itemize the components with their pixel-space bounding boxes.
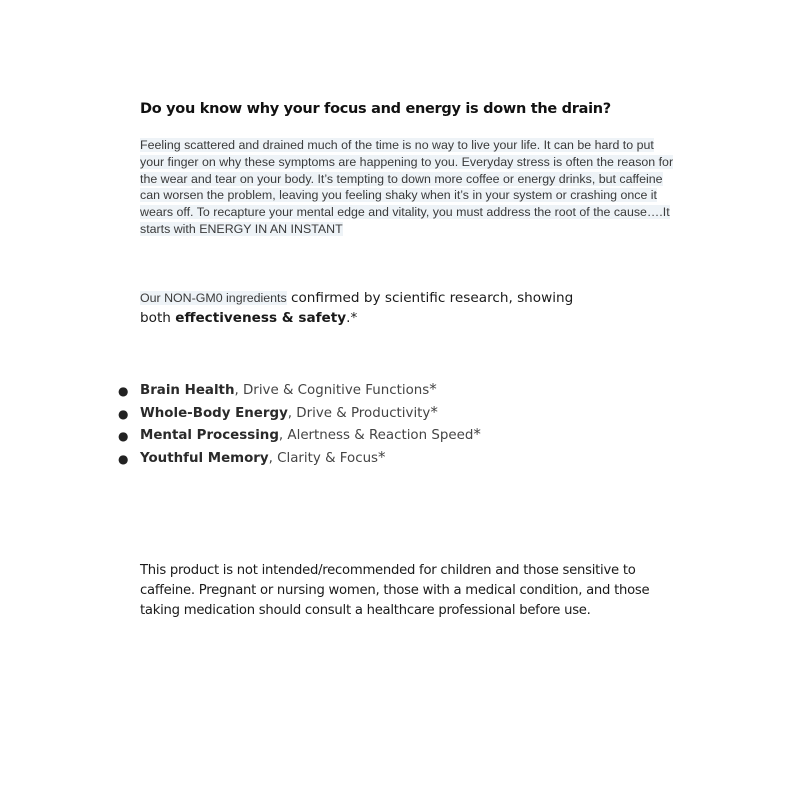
benefit-title: Whole-Body Energy xyxy=(140,405,288,421)
ingredients-highlight: Our NON-GM0 ingredients xyxy=(140,291,287,305)
ingredients-statement xyxy=(140,288,600,328)
ingredients-bold: effectiveness & safety xyxy=(175,310,347,326)
benefit-asterisk: * xyxy=(429,380,437,398)
page-heading: Do you know why your focus and energy is down the drain? xyxy=(140,101,611,117)
benefit-asterisk: * xyxy=(473,425,481,443)
ingredients-text: confirmed by scientific research, showing both xyxy=(140,290,574,326)
benefit-text: , Clarity & Focus xyxy=(268,450,379,466)
bullet-icon: ● xyxy=(118,451,129,466)
benefit-text: , Drive & Productivity xyxy=(287,405,431,421)
benefit-title: Brain Health xyxy=(140,383,235,398)
list-item xyxy=(118,448,481,471)
bullet-icon: ● xyxy=(118,429,129,443)
list-item xyxy=(118,380,481,403)
benefit-text: , Alertness & Reaction Speed xyxy=(278,428,474,443)
list-item xyxy=(118,425,481,448)
intro-text: Feeling scattered and drained much of the time is no way to live your life. It can be hard to put your finger on why these symptoms are happening to you. Everyday stress is often the reason for the wear and tear on your body. It’s tempting to down more coffee or energy drinks, but caffeine can worsen the problem, leaving you feeling shaky when it’s in your system or crashing once it wears off. To recapture your mental edge and vitality, you must address the root of the cause….It starts with ENERGY IN AN INSTANT xyxy=(140,138,674,236)
list-item xyxy=(118,403,481,426)
disclaimer-paragraph: This product is not intended/recommended for children and those sensitive to caffeine. Pregnant or nursing women, those with a medical condition, and those taking medication should consult a healthcare professional before use. xyxy=(140,563,650,618)
bullet-icon: ● xyxy=(118,406,129,421)
benefit-title: Mental Processing xyxy=(140,428,279,443)
ingredients-suffix: .* xyxy=(346,310,358,326)
benefit-asterisk: * xyxy=(430,402,438,421)
benefit-title: Youthful Memory xyxy=(140,450,269,466)
benefits-list xyxy=(118,380,481,470)
intro-paragraph xyxy=(140,137,680,238)
benefit-text: , Drive & Cognitive Functions xyxy=(234,383,430,398)
bullet-icon: ● xyxy=(118,384,129,398)
benefit-asterisk: * xyxy=(378,447,386,466)
